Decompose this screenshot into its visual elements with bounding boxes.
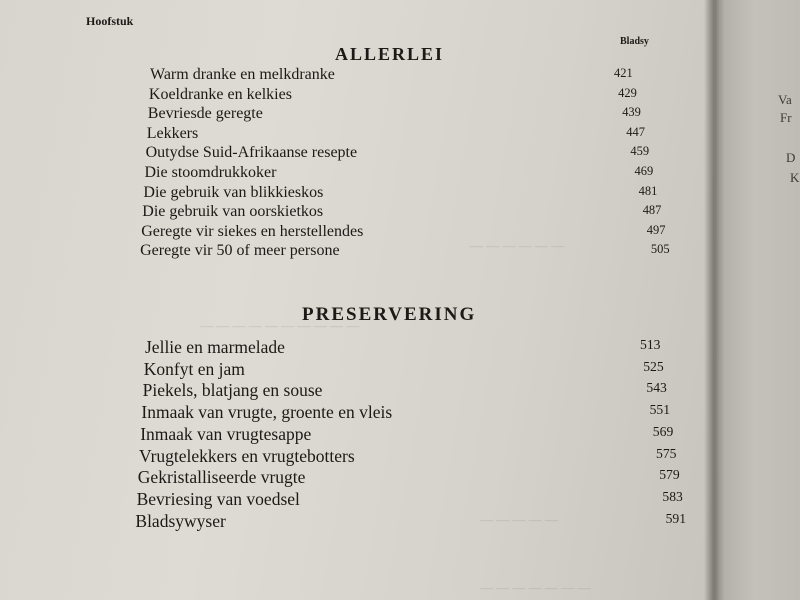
page-number: 543 [646,380,667,396]
page-number: 421 [614,66,633,80]
chapter-title: Bevriesde geregte [147,105,263,123]
chapter-title: Inmaak van vrugte, groente en vleis [141,402,393,423]
chapter-title: Konfyt en jam [143,358,245,379]
chapter-title: Bevriesing van voedsel [136,488,300,509]
page-number: 481 [638,183,658,198]
page-number: 575 [656,445,677,461]
chapter-title: Outydse Suid-Afrikaanse resepte [145,144,358,162]
chapter-title: Geregte vir 50 of meer persone [140,242,340,260]
page-number: 579 [659,467,680,483]
chapter-title: Piekels, blatjang en souse [142,380,323,401]
facing-page [724,0,800,600]
page-column-label: Bladsy [620,36,649,47]
page-number: 429 [618,85,637,100]
section-title: ALLERLEI [335,44,445,64]
chapter-title: Lekkers [146,124,199,142]
chapter-title: Bladsywyser [135,510,226,531]
chapter-title: Jellie en marmelade [145,337,285,357]
page-number: 591 [665,510,687,526]
page-number: 487 [642,203,662,218]
chapter-title: Die stoomdrukkoker [144,164,277,181]
chapter-title: Warm dranke en melkdranke [150,66,335,83]
page-number: 469 [634,164,654,178]
book-gutter [704,0,726,600]
chapter-title: Die gebruik van blikkieskos [143,183,324,201]
facing-page-text: D [786,150,796,165]
page-number: 447 [626,124,645,139]
book-page: — — — — — — — — — — — — — — — — — — — — — — — — — — — — Hoofstuk Bladsy ALLERLEI Warm dranke en melkdranke 421 Koeldranke en kelkies 429 Bevriesde geregte 439 Lekkers 447 Outydse Suid-Afrikaanse resepte 459 Die stoomdrukkoker 469 Die gebruik van blikkieskos 481 Die gebruik van oorskietkos 487 Geregte vir siekes en herstellendes 497 Geregte vir 50 of meer persone 505 PRESERVERING Jellie en marmelade 513 Konfyt en jam 525 Piekels, blatjang en souse 543 Inmaak van vrugte, groente en vleis 551 Inmaak van vrugtesappe 569 Vrugtelekkers en vrugtebotters 575 Gekristalliseerde vrugte 579 Bevriesing van voedsel 583 Bladsywyser 591 [0,0,715,600]
chapter-title: Koeldranke en kelkies [148,85,292,103]
page-number: 525 [643,358,664,374]
facing-page-text: Va [778,92,792,107]
page-number: 513 [640,337,661,352]
chapter-title: Die gebruik van oorskietkos [142,203,324,221]
chapter-title: Geregte vir siekes en herstellendes [141,222,364,240]
chapter-title: Vrugtelekkers en vrugtebotters [139,445,355,466]
chapter-title: Gekristalliseerde vrugte [137,467,306,488]
facing-page-text: Fr [780,110,792,125]
facing-page-text: K [790,170,800,185]
section-title: PRESERVERING [302,304,477,325]
page-number: 459 [630,144,650,159]
page-number: 569 [652,423,674,439]
page-number: 505 [650,242,670,257]
page-number: 497 [646,222,666,237]
page-number: 439 [622,105,641,120]
chapter-column-label: Hoofstuk [86,14,134,28]
chapter-title: Inmaak van vrugtesappe [140,423,312,444]
page-number: 583 [662,488,683,504]
page-number: 551 [649,402,671,418]
